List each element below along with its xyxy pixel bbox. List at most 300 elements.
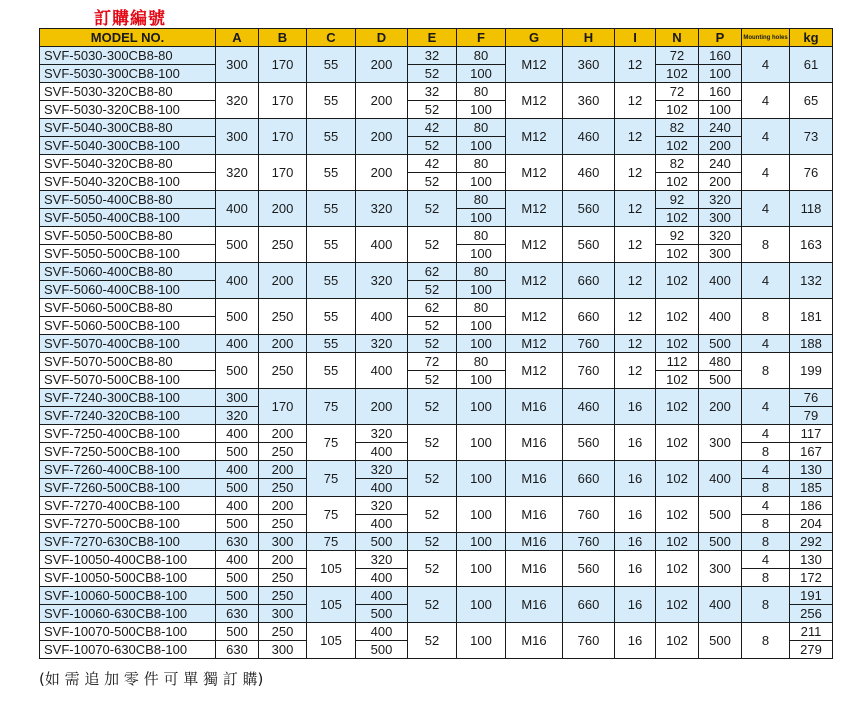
cell-b: 250 [259,227,307,263]
cell-b: 170 [259,119,307,155]
header-i: I [615,29,656,47]
cell-kg: 117 [790,425,833,443]
cell-f: 100 [457,65,506,83]
cell-b: 170 [259,155,307,191]
cell-a: 400 [216,263,259,299]
cell-p: 400 [699,299,742,335]
cell-h: 560 [563,425,615,461]
cell-n: 102 [656,137,699,155]
cell-kg: 181 [790,299,833,335]
cell-b: 250 [259,443,307,461]
cell-model: SVF-5040-320CB8-100 [40,173,216,191]
cell-p: 240 [699,119,742,137]
cell-f: 80 [457,155,506,173]
cell-d: 400 [356,623,408,641]
cell-model: SVF-5030-300CB8-100 [40,65,216,83]
cell-c: 105 [307,587,356,623]
cell-i: 16 [615,425,656,461]
table-row [40,335,833,353]
cell-d: 320 [356,263,408,299]
cell-g: M12 [506,353,563,389]
cell-c: 55 [307,227,356,263]
cell-kg: 292 [790,533,833,551]
cell-e: 52 [408,497,457,533]
cell-c: 55 [307,353,356,389]
table-row [40,371,833,389]
cell-c: 55 [307,299,356,335]
header-kg: kg [790,29,833,47]
cell-a: 500 [216,227,259,263]
cell-i: 12 [615,155,656,191]
cell-h: 760 [563,335,615,353]
cell-e: 52 [408,551,457,587]
table-row [40,173,833,191]
table-row [40,101,833,119]
cell-d: 400 [356,353,408,389]
cell-model: SVF-10060-630CB8-100 [40,605,216,623]
cell-model: SVF-5070-400CB8-100 [40,335,216,353]
cell-g: M12 [506,47,563,83]
cell-d: 200 [356,119,408,155]
cell-a: 400 [216,335,259,353]
cell-kg: 130 [790,551,833,569]
cell-c: 55 [307,119,356,155]
cell-d: 400 [356,443,408,461]
cell-d: 500 [356,641,408,659]
cell-mounting-holes: 8 [742,443,790,461]
cell-b: 250 [259,479,307,497]
cell-n: 102 [656,65,699,83]
cell-mounting-holes: 4 [742,263,790,299]
header-h: H [563,29,615,47]
cell-e: 52 [408,65,457,83]
cell-i: 16 [615,623,656,659]
cell-model: SVF-10050-500CB8-100 [40,569,216,587]
cell-model: SVF-5060-500CB8-80 [40,299,216,317]
cell-i: 12 [615,335,656,353]
cell-i: 12 [615,227,656,263]
cell-f: 80 [457,227,506,245]
cell-b: 300 [259,533,307,551]
cell-c: 55 [307,263,356,299]
cell-i: 16 [615,389,656,425]
cell-f: 100 [457,551,506,587]
cell-n: 102 [656,587,699,623]
cell-p: 100 [699,101,742,119]
table-row [40,227,833,245]
cell-p: 480 [699,353,742,371]
cell-model: SVF-10060-500CB8-100 [40,587,216,605]
cell-kg: 191 [790,587,833,605]
cell-e: 52 [408,281,457,299]
cell-kg: 130 [790,461,833,479]
cell-e: 52 [408,173,457,191]
cell-mounting-holes: 4 [742,155,790,191]
cell-e: 42 [408,155,457,173]
cell-c: 55 [307,155,356,191]
cell-p: 500 [699,533,742,551]
cell-n: 102 [656,173,699,191]
cell-p: 400 [699,461,742,497]
cell-h: 360 [563,83,615,119]
cell-a: 630 [216,605,259,623]
cell-i: 12 [615,83,656,119]
cell-f: 100 [457,587,506,623]
table-row [40,389,833,407]
cell-h: 460 [563,155,615,191]
cell-model: SVF-7260-400CB8-100 [40,461,216,479]
cell-h: 760 [563,623,615,659]
cell-n: 102 [656,461,699,497]
cell-f: 100 [457,425,506,461]
cell-d: 320 [356,425,408,443]
cell-f: 80 [457,83,506,101]
cell-e: 52 [408,137,457,155]
cell-a: 400 [216,461,259,479]
table-row [40,299,833,317]
cell-g: M16 [506,461,563,497]
cell-d: 500 [356,605,408,623]
cell-kg: 172 [790,569,833,587]
cell-mounting-holes: 4 [742,47,790,83]
cell-a: 300 [216,389,259,407]
cell-d: 320 [356,461,408,479]
header-b: B [259,29,307,47]
cell-g: M16 [506,623,563,659]
cell-i: 12 [615,353,656,389]
cell-p: 500 [699,497,742,533]
cell-d: 400 [356,479,408,497]
cell-kg: 132 [790,263,833,299]
cell-model: SVF-5070-500CB8-80 [40,353,216,371]
cell-g: M12 [506,191,563,227]
table-body [40,47,833,659]
cell-mounting-holes: 4 [742,497,790,515]
table-row [40,623,833,641]
cell-h: 760 [563,353,615,389]
cell-c: 75 [307,533,356,551]
cell-d: 320 [356,551,408,569]
cell-model: SVF-7240-320CB8-100 [40,407,216,425]
cell-f: 100 [457,623,506,659]
cell-h: 560 [563,551,615,587]
header-a: A [216,29,259,47]
cell-model: SVF-10050-400CB8-100 [40,551,216,569]
cell-n: 102 [656,371,699,389]
cell-b: 200 [259,191,307,227]
header-row [40,29,833,47]
cell-g: M12 [506,299,563,335]
cell-i: 12 [615,191,656,227]
cell-p: 400 [699,587,742,623]
cell-n: 92 [656,191,699,209]
cell-kg: 211 [790,623,833,641]
order-note: (如 需 追 加 零 件 可 單 獨 訂 購) [39,670,264,688]
cell-mounting-holes: 8 [742,569,790,587]
cell-h: 560 [563,191,615,227]
cell-f: 100 [457,389,506,425]
cell-p: 300 [699,245,742,263]
cell-model: SVF-5030-320CB8-80 [40,83,216,101]
cell-kg: 199 [790,353,833,389]
cell-e: 52 [408,587,457,623]
cell-mounting-holes: 4 [742,335,790,353]
cell-model: SVF-10070-500CB8-100 [40,623,216,641]
cell-i: 12 [615,263,656,299]
cell-c: 75 [307,425,356,461]
cell-model: SVF-7270-400CB8-100 [40,497,216,515]
cell-b: 250 [259,569,307,587]
cell-c: 75 [307,389,356,425]
cell-n: 102 [656,101,699,119]
cell-kg: 76 [790,389,833,407]
cell-kg: 256 [790,605,833,623]
cell-a: 500 [216,299,259,335]
cell-model: SVF-5040-300CB8-80 [40,119,216,137]
cell-model: SVF-5040-300CB8-100 [40,137,216,155]
cell-f: 80 [457,299,506,317]
cell-h: 760 [563,497,615,533]
header-f: F [457,29,506,47]
cell-n: 102 [656,533,699,551]
cell-d: 400 [356,569,408,587]
cell-a: 400 [216,425,259,443]
cell-a: 500 [216,515,259,533]
cell-f: 80 [457,119,506,137]
cell-a: 300 [216,119,259,155]
cell-e: 32 [408,83,457,101]
cell-p: 500 [699,623,742,659]
cell-model: SVF-5060-400CB8-80 [40,263,216,281]
cell-mounting-holes: 4 [742,389,790,425]
cell-a: 400 [216,551,259,569]
cell-e: 52 [408,461,457,497]
cell-d: 400 [356,227,408,263]
cell-f: 100 [457,371,506,389]
cell-d: 400 [356,299,408,335]
cell-kg: 61 [790,47,833,83]
cell-model: SVF-5050-500CB8-100 [40,245,216,263]
cell-model: SVF-5060-400CB8-100 [40,281,216,299]
cell-p: 300 [699,209,742,227]
cell-p: 100 [699,65,742,83]
cell-b: 300 [259,641,307,659]
cell-e: 52 [408,425,457,461]
cell-model: SVF-7270-630CB8-100 [40,533,216,551]
cell-f: 100 [457,335,506,353]
cell-kg: 185 [790,479,833,497]
table-row [40,551,833,569]
cell-kg: 279 [790,641,833,659]
cell-g: M16 [506,497,563,533]
cell-b: 300 [259,605,307,623]
cell-h: 660 [563,587,615,623]
cell-i: 16 [615,461,656,497]
cell-f: 100 [457,137,506,155]
cell-e: 52 [408,227,457,263]
cell-b: 250 [259,587,307,605]
cell-n: 72 [656,83,699,101]
cell-model: SVF-5040-320CB8-80 [40,155,216,173]
cell-kg: 79 [790,407,833,425]
cell-n: 82 [656,119,699,137]
cell-mounting-holes: 4 [742,83,790,119]
cell-a: 500 [216,479,259,497]
cell-kg: 204 [790,515,833,533]
cell-model: SVF-5030-320CB8-100 [40,101,216,119]
cell-mounting-holes: 8 [742,227,790,263]
cell-c: 105 [307,551,356,587]
header-n: N [656,29,699,47]
cell-mounting-holes: 8 [742,623,790,659]
spec-table [39,28,832,659]
cell-mounting-holes: 8 [742,353,790,389]
header-e: E [408,29,457,47]
cell-kg: 73 [790,119,833,155]
cell-model: SVF-7250-400CB8-100 [40,425,216,443]
cell-g: M12 [506,335,563,353]
cell-n: 102 [656,263,699,299]
cell-p: 200 [699,173,742,191]
cell-mounting-holes: 8 [742,533,790,551]
cell-g: M12 [506,83,563,119]
cell-a: 320 [216,155,259,191]
cell-f: 100 [457,173,506,191]
cell-a: 300 [216,47,259,83]
cell-p: 500 [699,335,742,353]
cell-g: M16 [506,587,563,623]
cell-p: 320 [699,191,742,209]
cell-f: 100 [457,461,506,497]
cell-model: SVF-10070-630CB8-100 [40,641,216,659]
cell-d: 200 [356,389,408,425]
cell-mounting-holes: 8 [742,515,790,533]
cell-p: 240 [699,155,742,173]
cell-n: 102 [656,389,699,425]
cell-n: 102 [656,551,699,587]
cell-b: 170 [259,83,307,119]
cell-d: 200 [356,47,408,83]
cell-a: 400 [216,191,259,227]
table-row [40,533,833,551]
cell-n: 102 [656,299,699,335]
table-row [40,65,833,83]
table-row [40,83,833,101]
header-mounting-holes: Mounting holes [742,29,790,47]
cell-b: 170 [259,47,307,83]
cell-c: 75 [307,497,356,533]
cell-d: 400 [356,587,408,605]
cell-n: 102 [656,497,699,533]
table-row [40,497,833,515]
cell-model: SVF-5070-500CB8-100 [40,371,216,389]
cell-mounting-holes: 4 [742,461,790,479]
cell-b: 200 [259,425,307,443]
cell-d: 200 [356,155,408,191]
cell-a: 630 [216,641,259,659]
cell-f: 100 [457,101,506,119]
cell-c: 105 [307,623,356,659]
cell-a: 500 [216,569,259,587]
cell-e: 42 [408,119,457,137]
cell-f: 80 [457,353,506,371]
cell-h: 660 [563,299,615,335]
cell-g: M12 [506,155,563,191]
table-row [40,155,833,173]
cell-b: 250 [259,515,307,533]
cell-h: 760 [563,533,615,551]
cell-d: 200 [356,83,408,119]
cell-n: 82 [656,155,699,173]
cell-i: 16 [615,551,656,587]
cell-mounting-holes: 8 [742,299,790,335]
cell-p: 300 [699,425,742,461]
cell-b: 250 [259,353,307,389]
cell-p: 200 [699,137,742,155]
cell-f: 100 [457,209,506,227]
cell-kg: 118 [790,191,833,227]
cell-c: 55 [307,335,356,353]
cell-c: 75 [307,461,356,497]
cell-i: 12 [615,47,656,83]
cell-n: 102 [656,209,699,227]
cell-i: 16 [615,497,656,533]
cell-b: 170 [259,389,307,425]
table-row [40,425,833,443]
cell-f: 80 [457,191,506,209]
cell-e: 52 [408,191,457,227]
table-row [40,461,833,479]
cell-c: 55 [307,191,356,227]
header-g: G [506,29,563,47]
cell-n: 112 [656,353,699,371]
cell-h: 560 [563,227,615,263]
table-row [40,191,833,209]
cell-e: 52 [408,371,457,389]
page-title: 訂購編號 [94,9,166,29]
cell-g: M12 [506,263,563,299]
cell-h: 460 [563,389,615,425]
cell-a: 320 [216,83,259,119]
table-row [40,137,833,155]
cell-g: M12 [506,119,563,155]
cell-d: 320 [356,335,408,353]
cell-mounting-holes: 8 [742,479,790,497]
cell-i: 16 [615,587,656,623]
cell-b: 200 [259,335,307,353]
cell-f: 100 [457,245,506,263]
cell-kg: 188 [790,335,833,353]
cell-p: 200 [699,389,742,425]
cell-h: 660 [563,263,615,299]
cell-g: M16 [506,533,563,551]
header-d: D [356,29,408,47]
cell-model: SVF-5060-500CB8-100 [40,317,216,335]
cell-e: 52 [408,533,457,551]
cell-i: 12 [615,299,656,335]
cell-h: 360 [563,47,615,83]
cell-model: SVF-5050-400CB8-100 [40,209,216,227]
cell-mounting-holes: 4 [742,551,790,569]
cell-h: 660 [563,461,615,497]
cell-model: SVF-7260-500CB8-100 [40,479,216,497]
cell-kg: 76 [790,155,833,191]
cell-a: 400 [216,497,259,515]
header-p: P [699,29,742,47]
cell-f: 100 [457,533,506,551]
cell-a: 500 [216,587,259,605]
header-c: C [307,29,356,47]
